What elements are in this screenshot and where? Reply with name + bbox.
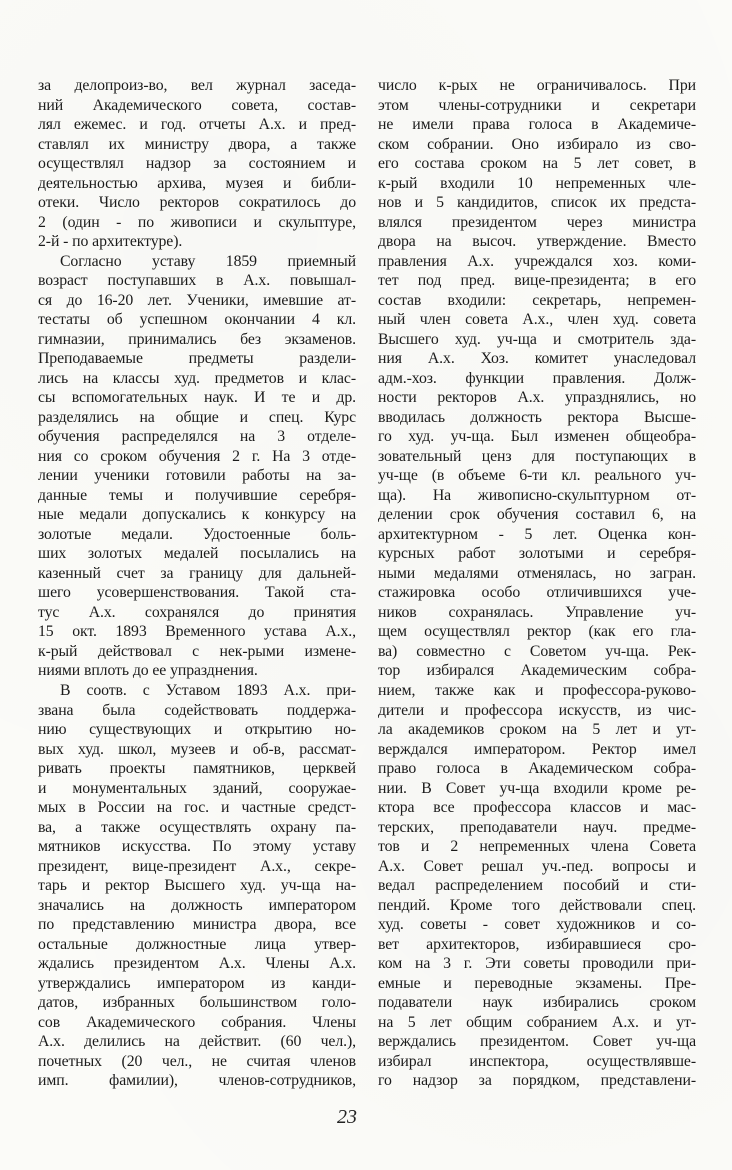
- text-line: тов и 2 непременных члена Совета: [378, 838, 696, 856]
- text-line: гимназии, принимались без экзаменов.: [38, 330, 356, 348]
- text-line: зовательный ценз для поступающих в: [378, 447, 696, 465]
- text-line: ском собрании. Оно избирало из сво-: [378, 135, 696, 153]
- text-line: архитектурном - 5 лет. Оценка кон-: [378, 525, 696, 543]
- text-line: ла академиков сроком на 5 лет и ут-: [378, 721, 696, 739]
- text-line: адм.-хоз. функции правления. Долж-: [378, 369, 696, 387]
- text-line: ждались президентом А.х. Члены А.х.: [38, 955, 356, 973]
- text-line: утверждались императором из канди-: [38, 974, 356, 992]
- text-line: тет под пред. вице-президента; в его: [378, 272, 696, 290]
- text-line: тус А.х. сохранялся до принятия: [38, 603, 356, 621]
- text-line: правления А.х. учреждался хоз. коми-: [378, 252, 696, 270]
- text-line: го худ. уч-ща. Был изменен общеобра-: [378, 428, 696, 446]
- text-line: ся до 16-20 лет. Ученики, имевшие ат-: [38, 291, 356, 309]
- text-line: ников сохранялась. Управление уч-: [378, 603, 696, 621]
- text-line: го надзор за порядком, представлени-: [378, 1072, 696, 1090]
- text-line: за делопроиз-во, вел журнал заседа-: [38, 77, 356, 94]
- text-line: вых худ. школ, музеев и об-в, рассмат-: [38, 740, 356, 758]
- text-line: ставлял их министру двора, а также: [38, 135, 356, 153]
- text-line: лись на классы худ. предметов и клас-: [38, 369, 356, 387]
- text-line: В соотв. с Уставом 1893 А.х. при-: [60, 681, 356, 699]
- text-line: число к-рых не ограничивалось. При: [378, 77, 696, 94]
- text-line: казенный счет за границу для дальней-: [38, 564, 356, 582]
- text-line: отеки. Число ректоров сократилось до: [38, 194, 356, 212]
- text-line: на 5 лет общим собранием А.х. и ут-: [378, 1013, 696, 1031]
- text-line: датов, избранных большинством голо-: [38, 994, 356, 1012]
- text-line: пендий. Кроме того действовали спец.: [378, 896, 696, 914]
- text-line: 15 окт. 1893 Временного устава А.х.,: [38, 623, 356, 641]
- text-line: А.х. Совет решал уч.-пед. вопросы и: [378, 857, 696, 875]
- text-line: курсных работ золотыми и серебря-: [378, 545, 696, 563]
- text-line: ком на 3 г. Эти советы проводили при-: [378, 955, 696, 973]
- left-column: [38, 76, 356, 1091]
- text-line: тор избирался Академическим собра-: [378, 662, 696, 680]
- text-line: подаватели наук избирались сроком: [378, 994, 696, 1012]
- text-line: Высшего худ. уч-ща и смотритель зда-: [378, 330, 696, 348]
- text-line: ривать проекты памятников, церквей: [38, 760, 356, 778]
- text-line: ний Академического совета, состав-: [38, 96, 356, 114]
- text-line: щем осуществлял ректор (как его гла-: [378, 623, 696, 641]
- text-line: ния А.х. Хоз. комитет унаследовал: [378, 350, 696, 368]
- text-line: нии. В Совет уч-ща входили кроме ре-: [378, 779, 696, 797]
- text-line: вет архитекторов, избиравшиеся сро-: [378, 935, 696, 953]
- text-line: мых в России на гос. и частные средст-: [38, 799, 356, 817]
- text-line: не имели права голоса в Академиче-: [378, 116, 696, 134]
- text-line: ниями вплоть до ее упразднения.: [38, 662, 258, 680]
- text-line: влялся президентом через министра: [378, 213, 696, 231]
- text-line: значались на должность императором: [38, 896, 356, 914]
- text-line: тарь и ректор Высшего худ. уч-ща на-: [38, 877, 356, 895]
- text-line: двора на высоч. утверждение. Вместо: [378, 233, 696, 251]
- text-line: стажировка особо отличившихся уче-: [378, 584, 696, 602]
- text-line: худ. советы - совет художников и со-: [378, 916, 696, 934]
- text-line: ности ректоров А.х. упразднялись, но: [378, 389, 696, 407]
- text-line: президент, вице-президент А.х., секре-: [38, 857, 356, 875]
- text-line: А.х. делились на действит. (60 чел.),: [38, 1033, 356, 1051]
- text-line: делении срок обучения составил 6, на: [378, 506, 696, 524]
- text-line: возраст поступавших в А.х. повышал-: [38, 272, 356, 290]
- text-line: ва, а также осуществлять охрану па-: [38, 818, 356, 836]
- text-line: Согласно уставу 1859 приемный: [60, 252, 356, 270]
- text-line: 2 (один - по живописи и скульптуре,: [38, 213, 356, 231]
- text-line: шего усовершенствования. Такой ста-: [38, 584, 356, 602]
- text-line: нию существующих и открытию но-: [38, 721, 356, 739]
- text-line: остальные должностные лица утвер-: [38, 935, 356, 953]
- text-line: уч-ще (в объеме 6-ти кл. реального уч-: [378, 467, 696, 485]
- text-line: ными медалями отменялась, но загран.: [378, 564, 696, 582]
- text-line: золотые медали. Удостоенные боль-: [38, 525, 356, 543]
- text-line: тестаты об успешном окончании 4 кл.: [38, 311, 356, 329]
- text-line: звана была содействовать поддержа-: [38, 701, 356, 719]
- text-line: имп. фамилии), членов-сотрудников,: [38, 1072, 356, 1090]
- page-number: 23: [337, 1106, 357, 1128]
- text-line: ведал распределением пособий и сти-: [378, 877, 696, 895]
- text-line: данные темы и получившие серебря-: [38, 486, 356, 504]
- text-line: мятников искусства. По этому уставу: [38, 838, 356, 856]
- text-line: к-рый входили 10 непременных чле-: [378, 174, 696, 192]
- text-line: этом члены-сотрудники и секретари: [378, 96, 696, 114]
- text-line: дители и профессора искусств, из чис-: [378, 701, 696, 719]
- text-line: сы вспомогательных наук. И те и др.: [38, 389, 356, 407]
- text-line: Преподаваемые предметы раздели-: [38, 350, 356, 368]
- text-line: верждался императором. Ректор имел: [378, 740, 696, 758]
- text-line: обучения распределялся на 3 отделе-: [38, 428, 356, 446]
- text-line: ща). На живописно-скульптурном от-: [378, 486, 696, 504]
- text-line: его состава сроком на 5 лет совет, в: [378, 155, 696, 173]
- text-line: ктора все профессора классов и мас-: [378, 799, 696, 817]
- text-line: деятельностью архива, музея и библи-: [38, 174, 356, 192]
- text-line: почетных (20 чел., не считая членов: [38, 1052, 356, 1070]
- text-line: осуществлял надзор за состоянием и: [38, 155, 356, 173]
- text-line: ные медали допускались к конкурсу на: [38, 506, 356, 524]
- text-line: вводилась должность ректора Высше-: [378, 408, 696, 426]
- text-line: разделялись на общие и спец. Курс: [38, 408, 356, 426]
- text-line: лял ежемес. и год. отчеты А.х. и пред-: [38, 116, 356, 134]
- text-line: ших золотых медалей посылались на: [38, 545, 356, 563]
- text-line: и монументальных зданий, сооружае-: [38, 779, 356, 797]
- text-line: терских, преподаватели науч. предме-: [378, 818, 696, 836]
- text-line: сов Академического собрания. Члены: [38, 1013, 356, 1031]
- text-line: лении ученики готовили работы на за-: [38, 467, 356, 485]
- text-line: по представлению министра двора, все: [38, 916, 356, 934]
- text-line: состав входили: секретарь, непремен-: [378, 291, 696, 309]
- text-line: к-рый действовал с нек-рыми измене-: [38, 642, 356, 660]
- text-line: нов и 5 кандидитов, список их предста-: [378, 194, 696, 212]
- right-column: [378, 76, 696, 1091]
- text-line: верждались президентом. Совет уч-ща: [378, 1033, 696, 1051]
- text-block: [38, 76, 696, 1091]
- text-line: право голоса в Академическом собра-: [378, 760, 696, 778]
- text-line: емные и переводные экзамены. Пре-: [378, 974, 696, 992]
- text-line: 2-й - по архитектуре).: [38, 233, 183, 251]
- text-line: избирал инспектора, осуществлявше-: [378, 1052, 696, 1070]
- text-line: ва) совместно с Советом уч-ща. Рек-: [378, 642, 696, 660]
- text-line: ния со сроком обучения 2 г. На 3 отде-: [38, 447, 356, 465]
- text-line: нием, также как и профессора-руково-: [378, 681, 696, 699]
- text-line: ный член совета А.х., член худ. совета: [378, 311, 696, 329]
